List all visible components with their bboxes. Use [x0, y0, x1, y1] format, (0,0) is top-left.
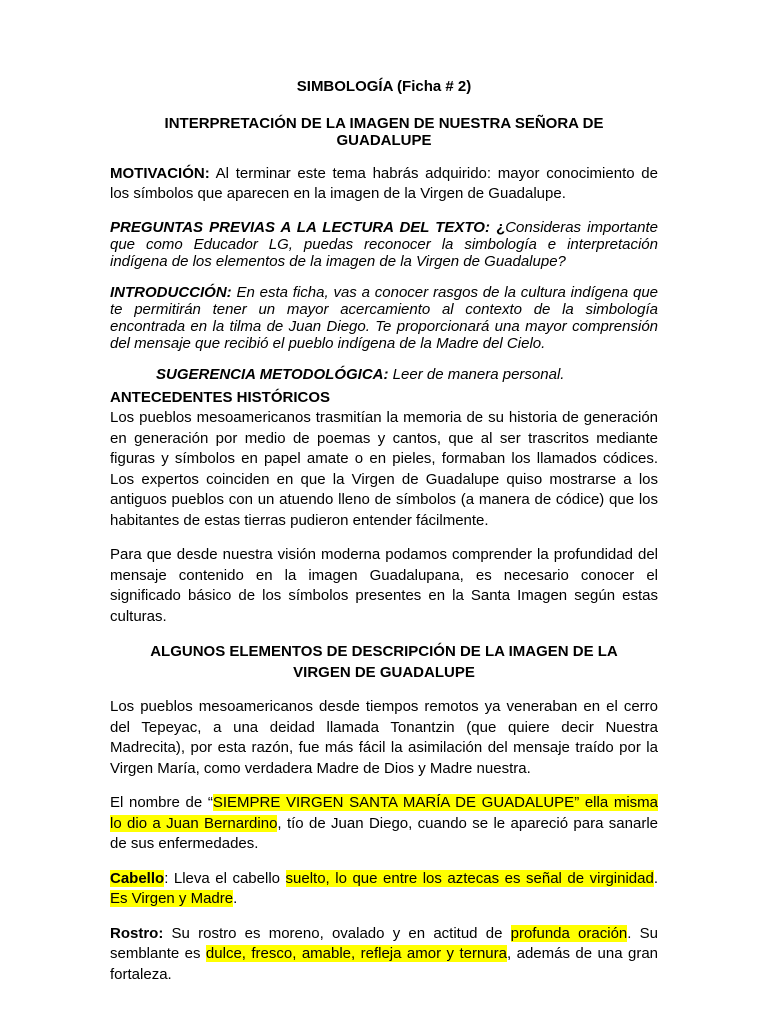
- preguntas-paragraph: [110, 219, 658, 270]
- antecedentes-heading: ANTECEDENTES HISTÓRICOS: [110, 389, 331, 406]
- page-title: SIMBOLOGÍA (Ficha # 2): [296, 78, 472, 95]
- subtitle-line-1: INTERPRETACIÓN DE LA IMAGEN DE NUESTRA SEÑORA DE: [164, 114, 604, 132]
- rostro-highlight-1: profunda oración: [510, 924, 628, 942]
- nombre-paragraph: [110, 793, 658, 855]
- rostro-mid: . Su semblante es: [110, 924, 658, 962]
- motivacion-paragraph: [110, 164, 658, 205]
- sugerencia-paragraph: [156, 366, 658, 385]
- nombre-post: , tío de Juan Diego, cuando se le apareció para sanarle de sus enfermedades.: [110, 814, 658, 852]
- preguntas-open-mark: ¿: [489, 218, 506, 236]
- preguntas-text: Consideras importante que como Educador LG, puedas reconocer la simbología e interpretación indígena de los elementos de la imagen de la Virgen de Guadalupe?: [110, 218, 658, 270]
- rostro-paragraph: [110, 924, 658, 986]
- cabello-highlight-2: Es Virgen y Madre: [110, 890, 234, 907]
- sugerencia-label: SUGERENCIA METODOLÓGICA:: [156, 365, 389, 383]
- antecedentes-paragraph-1: Los pueblos mesoamericanos trasmitían la memoria de su historia de generación en generación por medio de poemas y cantos, que al ser trascritos mediante figuras y símbolos en papel amate o en pieles, formaban los llamados códices. Los expertos coinciden en que la Virgen de Guadalupe quiso mostrarse a los antiguos pueblos con un atuendo lleno de símbolos (a manera de códice) que los habitantes de estas tierras pudieron entender fácilmente.: [110, 409, 658, 529]
- motivacion-label: MOTIVACIÓN:: [110, 164, 210, 182]
- rostro-highlight-2: dulce, fresco, amable, refleja amor y ternura: [205, 945, 507, 962]
- antecedentes-paragraph-2: Para que desde nuestra visión moderna podamos comprender la profundidad del mensaje contenido en la imagen Guadalupana, es necesario conocer el significado básico de los símbolos presentes en la Santa Imagen según estas culturas.: [110, 546, 658, 625]
- subtitle-line-2: GUADALUPE: [336, 131, 432, 149]
- cabello-end: .: [233, 890, 238, 907]
- cabello-paragraph: [110, 869, 658, 910]
- cabello-highlight-1: suelto, lo que entre los aztecas es señal de virginidad: [285, 869, 654, 887]
- cabello-mid: .: [653, 869, 658, 887]
- cabello-label: Cabello: [110, 869, 165, 887]
- rostro-pre: Su rostro es moreno, ovalado y en actitud de: [163, 924, 511, 942]
- motivacion-text: Al terminar este tema habrás adquirido: mayor conocimiento de los símbolos que aparecen en la imagen de la Virgen de Guadalupe.: [110, 164, 658, 202]
- elementos-paragraph-1: Los pueblos mesoamericanos desde tiempos remotos ya veneraban en el cerro del Tepeyac, a una deidad llamada Tonantzin (que quiere decir Nuestra Madrecita), por esta razón, fue más fácil la asimilación del mensaje traído por la Virgen María, como verdadera Madre de Dios y Madre nuestra.: [110, 698, 658, 777]
- rostro-label: Rostro:: [110, 924, 164, 942]
- cabello-colon: : Lleva el cabello: [164, 869, 286, 887]
- document-subtitle: [110, 115, 658, 149]
- sugerencia-text: Leer de manera personal.: [388, 365, 565, 383]
- nombre-pre: El nombre de “: [110, 794, 213, 811]
- introduccion-paragraph: [110, 284, 658, 352]
- rostro-end: , además de una gran fortaleza.: [110, 945, 659, 983]
- introduccion-label: INTRODUCCIÓN:: [110, 283, 232, 301]
- elementos-heading-line-2: VIRGEN DE GUADALUPE: [293, 664, 475, 681]
- introduccion-text: En esta ficha, vas a conocer rasgos de la cultura indígena que te permitirán tener un mayor acercamiento al contexto de la simbología encontrada en la tilma de Juan Diego. Te proporcionará una mayor comprensión del mensaje que recibió el pueblo indígena de la Madre del Cielo.: [110, 283, 658, 352]
- preguntas-label: PREGUNTAS PREVIAS A LA LECTURA DEL TEXTO:: [110, 218, 490, 236]
- nombre-highlight: SIEMPRE VIRGEN SANTA MARÍA DE GUADALUPE” ella misma lo dio a Juan Bernardino: [110, 794, 658, 832]
- elementos-heading-line-1: ALGUNOS ELEMENTOS DE DESCRIPCIÓN DE LA IMAGEN DE LA: [150, 643, 618, 660]
- elementos-heading: [110, 641, 658, 683]
